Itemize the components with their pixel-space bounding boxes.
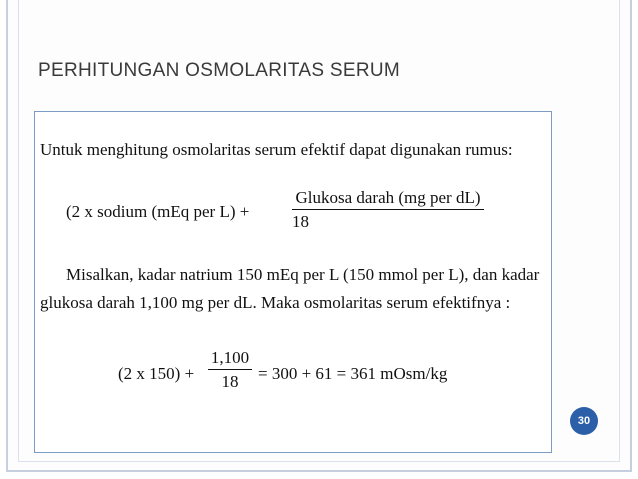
formula-denominator: 18 [292,212,309,231]
calc-numerator: 1,100 [208,348,252,370]
page-number-badge: 30 [570,407,598,435]
calc-left: (2 x 150) + [118,364,195,383]
calc-denominator: 18 [221,372,239,391]
example-line-2: glukosa darah 1,100 mg per dL. Maka osmolaritas serum efektifnya : [40,293,511,312]
formula-fraction [292,188,484,232]
calc-fraction [208,348,252,392]
formula-left: (2 x sodium (mEq per L) + [66,202,250,221]
slide-title: PERHITUNGAN OSMOLARITAS SERUM [38,60,400,81]
calc-right: = 300 + 61 = 361 mOsm/kg [258,364,448,383]
formula-numerator: Glukosa darah (mg per dL) [292,188,484,210]
example-line-1: Misalkan, kadar natrium 150 mEq per L (150 mmol per L), dan kadar [66,265,540,284]
intro-text: Untuk menghitung osmolaritas serum efektif dapat digunakan rumus: [40,140,513,159]
